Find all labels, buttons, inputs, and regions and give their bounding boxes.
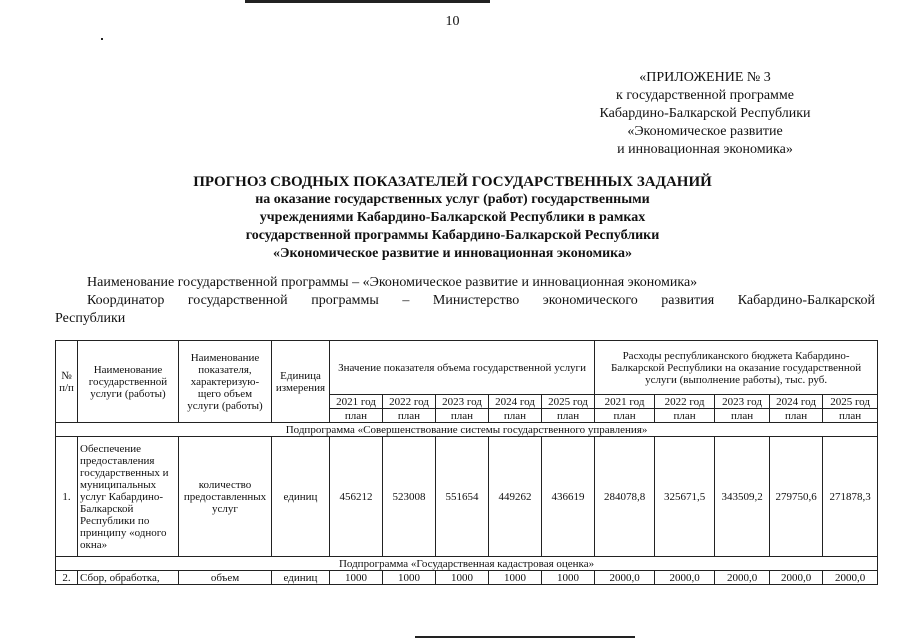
table-row bbox=[56, 437, 878, 557]
header-indicator: Наименование показателя, характеризую-щего объем услуги (работы) bbox=[179, 341, 272, 423]
row-unit: единиц bbox=[272, 571, 330, 585]
document-title-main: ПРОГНОЗ СВОДНЫХ ПОКАЗАТЕЛЕЙ ГОСУДАРСТВЕННЫХ ЗАДАНИЙ bbox=[193, 174, 712, 190]
row-num: 2. bbox=[56, 571, 78, 585]
document-title bbox=[0, 173, 905, 263]
header-plan: план bbox=[330, 409, 383, 423]
row-expense: 2000,0 bbox=[595, 571, 655, 585]
header-year: 2024 год bbox=[489, 395, 542, 409]
row-volume: 523008 bbox=[383, 437, 436, 557]
header-plan: план bbox=[383, 409, 436, 423]
row-expense: 284078,8 bbox=[595, 437, 655, 557]
row-volume: 1000 bbox=[436, 571, 489, 585]
header-plan: план bbox=[436, 409, 489, 423]
header-plan: план bbox=[770, 409, 823, 423]
row-expense: 2000,0 bbox=[770, 571, 823, 585]
header-num: № п/п bbox=[56, 341, 78, 423]
table-row bbox=[56, 571, 878, 585]
scan-artifact-bottom bbox=[415, 636, 635, 638]
program-coordinator-continued: Республики bbox=[55, 311, 126, 326]
header-plan: план bbox=[823, 409, 878, 423]
header-plan: план bbox=[715, 409, 770, 423]
row-volume: 436619 bbox=[542, 437, 595, 557]
row-unit: единиц bbox=[272, 437, 330, 557]
appendix-line: и инновационная экономика» bbox=[617, 142, 793, 157]
subprogram-title: Подпрограмма «Государственная кадастровая оценка» bbox=[56, 557, 878, 571]
document-subtitle-line: государственной программы Кабардино-Балкарской Республики bbox=[245, 228, 660, 243]
row-indicator: количество предоставленных услуг bbox=[179, 437, 272, 557]
row-expense: 325671,5 bbox=[655, 437, 715, 557]
scan-artifact-top bbox=[245, 0, 490, 3]
services-table bbox=[55, 340, 878, 585]
header-year: 2025 год bbox=[823, 395, 878, 409]
document-subtitle-line: «Экономическое развитие и инновационная экономика» bbox=[272, 246, 633, 261]
header-year: 2021 год bbox=[595, 395, 655, 409]
header-year: 2021 год bbox=[330, 395, 383, 409]
document-subtitle-line: учреждениями Кабардино-Балкарской Республики в рамках bbox=[259, 210, 646, 225]
page-number: 10 bbox=[445, 14, 460, 29]
row-expense: 279750,6 bbox=[770, 437, 823, 557]
row-volume: 456212 bbox=[330, 437, 383, 557]
subprogram-title: Подпрограмма «Совершенствование системы государственного управления» bbox=[56, 423, 878, 437]
program-name: Наименование государственной программы – «Экономическое развитие и инновационная экономика» bbox=[87, 275, 698, 290]
row-num: 1. bbox=[56, 437, 78, 557]
row-service: Обеспечение предоставления государственных и муниципальных услуг Кабардино-Балкарской Республики по принципу «одного окна» bbox=[78, 437, 179, 557]
row-expense: 2000,0 bbox=[715, 571, 770, 585]
header-plan: план bbox=[655, 409, 715, 423]
row-volume: 1000 bbox=[489, 571, 542, 585]
header-year: 2022 год bbox=[383, 395, 436, 409]
row-volume: 1000 bbox=[383, 571, 436, 585]
row-volume: 1000 bbox=[542, 571, 595, 585]
appendix-line: «Экономическое развитие bbox=[627, 124, 783, 139]
row-volume: 551654 bbox=[436, 437, 489, 557]
header-plan: план bbox=[595, 409, 655, 423]
header-expense: Расходы республиканского бюджета Кабардино-Балкарской Республики на оказание государственной услуги (выполнение работы), тыс. руб. bbox=[595, 341, 878, 395]
row-indicator: объем bbox=[179, 571, 272, 585]
header-year: 2023 год bbox=[436, 395, 489, 409]
row-volume: 1000 bbox=[330, 571, 383, 585]
appendix-line: Кабардино-Балкарской Республики bbox=[599, 106, 811, 121]
header-service: Наименование государственной услуги (работы) bbox=[78, 341, 179, 423]
row-expense: 2000,0 bbox=[655, 571, 715, 585]
row-expense: 343509,2 bbox=[715, 437, 770, 557]
header-year: 2024 год bbox=[770, 395, 823, 409]
header-unit: Единица измерения bbox=[272, 341, 330, 423]
header-year: 2025 год bbox=[542, 395, 595, 409]
row-volume: 449262 bbox=[489, 437, 542, 557]
document-subtitle-line: на оказание государственных услуг (работ) государственными bbox=[255, 192, 650, 207]
row-expense: 2000,0 bbox=[823, 571, 878, 585]
header-year: 2023 год bbox=[715, 395, 770, 409]
header-plan: план bbox=[542, 409, 595, 423]
scan-artifact-dot bbox=[101, 38, 103, 40]
header-year: 2022 год bbox=[655, 395, 715, 409]
appendix-header bbox=[540, 69, 870, 159]
row-service: Сбор, обработка, bbox=[78, 571, 179, 585]
program-info bbox=[55, 274, 875, 328]
program-coordinator: Координатор государственной программы – Министерство экономического развития Кабардино-Балкарской bbox=[87, 293, 875, 308]
appendix-line: к государственной программе bbox=[616, 88, 794, 103]
row-expense: 271878,3 bbox=[823, 437, 878, 557]
header-volume: Значение показателя объема государственной услуги bbox=[330, 341, 595, 395]
appendix-line: «ПРИЛОЖЕНИЕ № 3 bbox=[639, 70, 771, 85]
header-plan: план bbox=[489, 409, 542, 423]
